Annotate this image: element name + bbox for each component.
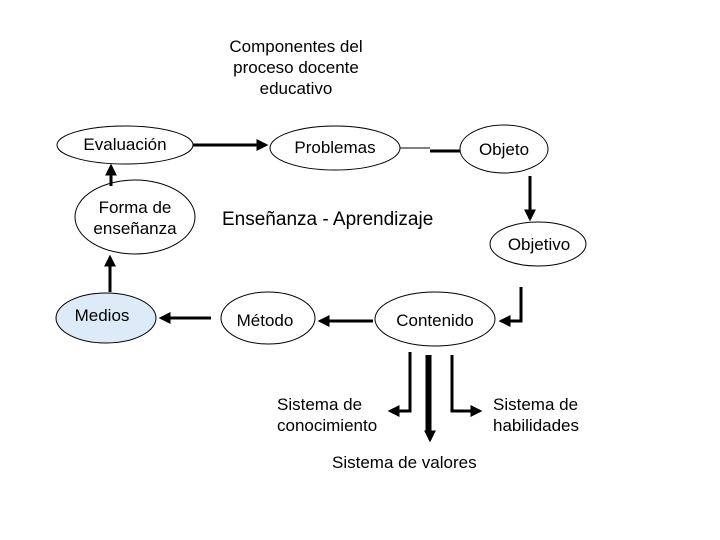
diagram-title: Componentes del proceso docente educativo (229, 37, 363, 98)
node-medios-label: Medios (74, 306, 130, 325)
arrow-contenido-habilidades (452, 355, 480, 411)
node-valores-label: Sistema de valores (332, 453, 477, 472)
node-evaluacion-label: Evaluación (83, 135, 167, 154)
arrow-contenido-conocimiento (390, 352, 410, 411)
arrow-objetivo-contenido (501, 287, 521, 321)
node-problemas-label: Problemas (294, 138, 376, 157)
node-ensenanza-label: Enseñanza - Aprendizaje (222, 209, 434, 230)
node-objeto-label: Objeto (478, 140, 530, 159)
node-conocimiento-label: Sistema de conocimiento (277, 395, 378, 435)
node-forma-label: Forma de enseñanza (93, 198, 177, 238)
node-habilidades-label: Sistema de habilidades (493, 395, 580, 435)
node-contenido-label: Contenido (396, 311, 474, 330)
node-metodo-label: Método (236, 311, 294, 330)
node-objetivo-label: Objetivo (507, 235, 571, 254)
